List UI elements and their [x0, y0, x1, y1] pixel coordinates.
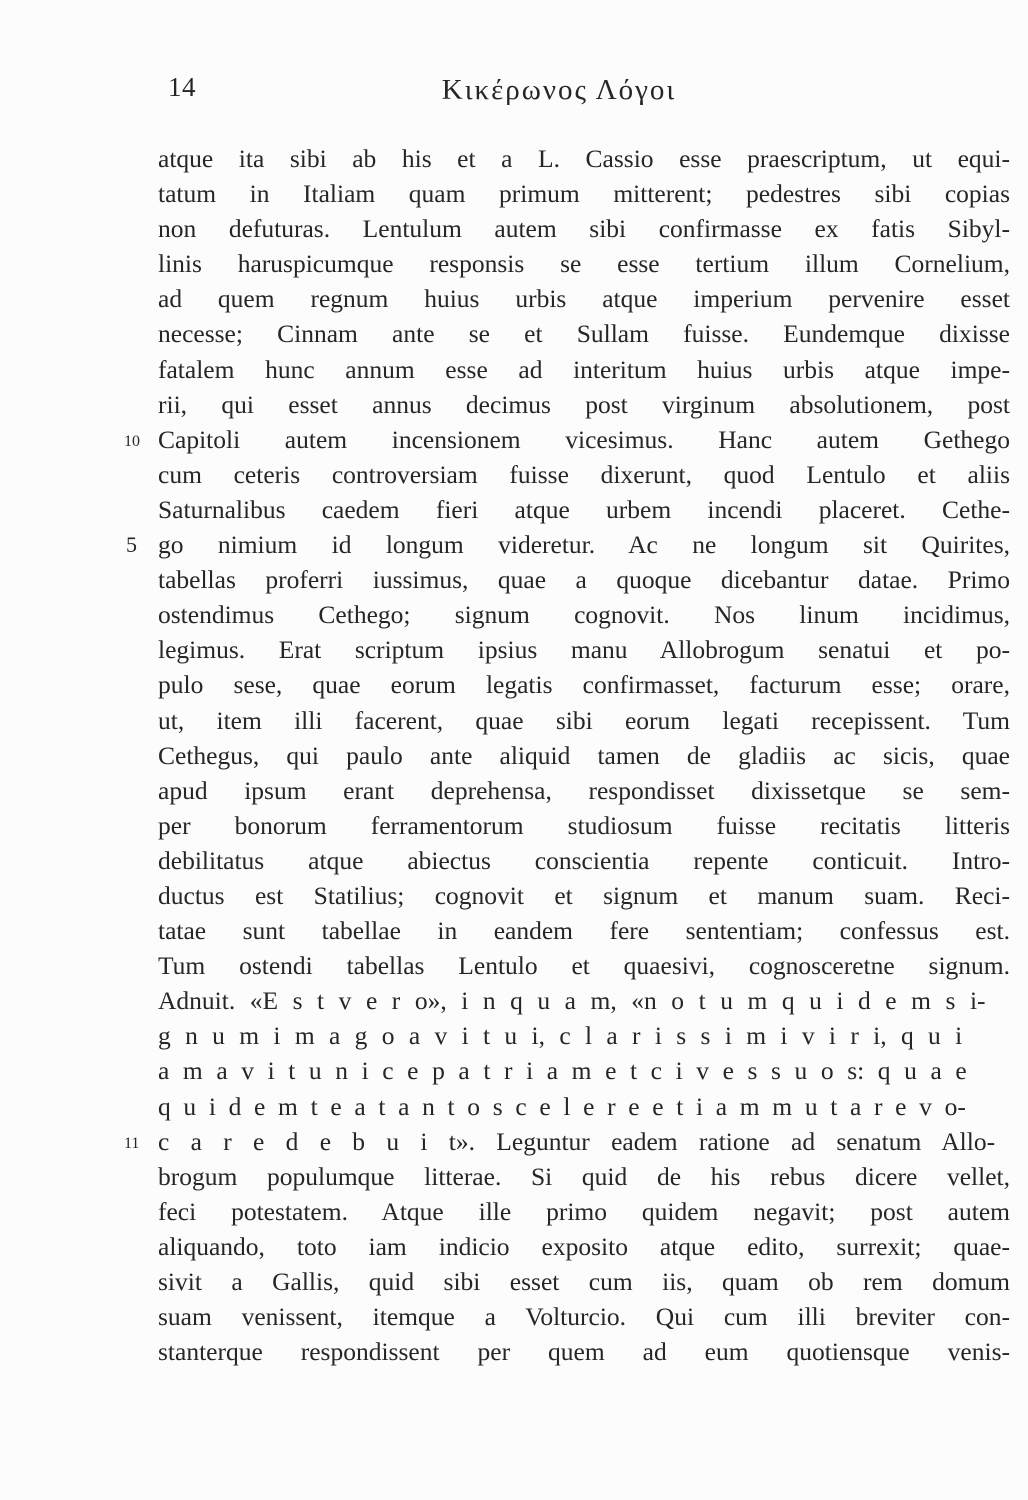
text-line	[124, 1124, 1010, 1159]
text-line	[158, 1053, 1010, 1088]
line-text: brogum populumque litterae. Si quid de his rebus dicere vellet,	[158, 1161, 1010, 1191]
line-text: ut, item illi facerent, quae sibi eorum legati recepissent. Tum	[158, 705, 1010, 735]
line-text: suam venissent, itemque a Volturcio. Qui cum illi breviter con-	[158, 1302, 1010, 1332]
text-line	[158, 948, 1010, 983]
text-line	[158, 562, 1010, 597]
text-line	[158, 1159, 1010, 1194]
text-line	[158, 1194, 1010, 1229]
body-text	[124, 141, 1010, 1369]
text-line	[158, 632, 1010, 667]
line-text: Saturnalibus caedem fieri atque urbem incendi placeret. Cethe-	[158, 494, 1010, 524]
line-text: a m a v i t u n i c e p a t r i a m e t c i v e s s u o s: q u a e	[158, 1056, 967, 1086]
line-text: Adnuit. «E s t v e r o», i n q u a m, «n o t u m q u i d e m s i-	[158, 986, 986, 1016]
text-line	[158, 738, 1010, 773]
line-text: c a r e d e b u i t». Leguntur eadem ratione ad senatum Allo-	[158, 1126, 996, 1156]
line-text: ostendimus Cethego; signum cognovit. Nos linum incidimus,	[158, 600, 1010, 630]
text-line	[158, 492, 1010, 527]
margin-line-number: 11	[124, 1134, 140, 1152]
margin-line-number: 10	[124, 432, 140, 450]
text-line	[124, 422, 1010, 457]
text-line	[158, 878, 1010, 913]
text-line	[158, 176, 1010, 211]
text-line	[158, 843, 1010, 878]
line-text: sivit a Gallis, quid sibi esset cum iis, quam ob rem domum	[158, 1267, 1010, 1296]
margin-line-number: 5	[126, 532, 137, 558]
text-line	[158, 808, 1010, 843]
line-text: non defuturas. Lentulum autem sibi confirmasse ex fatis Sibyl-	[158, 214, 1010, 244]
line-text: fatalem hunc annum esse ad interitum huius urbis atque impe-	[158, 354, 1010, 384]
text-line	[158, 983, 1010, 1018]
line-text: q u i d e m t e a t a n t o s c e l e r e e t i a m m u t a r e v o-	[158, 1091, 966, 1121]
line-text: tatum in Italiam quam primum mitterent; pedestres sibi copias	[158, 179, 1010, 209]
text-line	[158, 281, 1010, 316]
line-text: pulo sese, quae eorum legatis confirmasset, facturum esse; orare,	[158, 670, 1010, 700]
line-text: debilitatus atque abiectus conscientia repente conticuit. Intro-	[158, 845, 1010, 875]
text-line	[158, 597, 1010, 632]
page-number: 14	[168, 72, 196, 102]
line-text: rii, qui esset annus decimus post virginum absolutionem, post	[158, 389, 1010, 419]
text-line	[158, 316, 1010, 351]
text-line	[158, 1334, 1010, 1369]
line-text: feci potestatem. Atque ille primo quidem negavit; post autem	[158, 1196, 1010, 1226]
line-text: cum ceteris controversiam fuisse dixerunt, quod Lentulo et aliis	[158, 459, 1010, 489]
text-line	[158, 352, 1010, 387]
line-text: ductus est Statilius; cognovit et signum et manum suam. Reci-	[158, 880, 1010, 910]
line-text: necesse; Cinnam ante se et Sullam fuisse. Eundemque dixisse	[158, 319, 1010, 349]
line-text: linis haruspicumque responsis se esse tertium illum Cornelium,	[158, 249, 1010, 279]
line-text: Capitoli autem incensionem vicesimus. Hanc autem Gethego	[158, 424, 1010, 454]
line-text: aliquando, toto iam indicio exposito atque edito, surrexit; quae-	[158, 1231, 1010, 1261]
text-line	[158, 211, 1010, 246]
text-line	[158, 1299, 1010, 1334]
text-line	[158, 1018, 1010, 1053]
text-line	[158, 1229, 1010, 1264]
text-line	[158, 773, 1010, 808]
line-text: Cethegus, qui paulo ante aliquid tamen de gladiis ac sicis, quae	[158, 740, 1010, 770]
line-text: ad quem regnum huius urbis atque imperium pervenire esset	[158, 284, 1010, 314]
line-text: legimus. Erat scriptum ipsius manu Allobrogum senatui et po-	[158, 635, 1010, 665]
line-text: apud ipsum erant deprehensa, respondisset dixissetque se sem-	[158, 775, 1010, 805]
text-line	[158, 141, 1010, 176]
line-text: per bonorum ferramentorum studiosum fuisse recitatis litteris	[158, 810, 1010, 840]
line-text: atque ita sibi ab his et a L. Cassio esse praescriptum, ut equi-	[158, 144, 1010, 173]
text-line	[158, 457, 1010, 492]
line-text: Tum ostendi tabellas Lentulo et quaesivi, cognosceretne signum.	[158, 951, 1010, 981]
text-line	[158, 387, 1010, 422]
line-text: g n u m i m a g o a v i t u i, c l a r i s s i m i v i r i, q u i	[158, 1021, 963, 1051]
line-text: go nimium id longum videretur. Ac ne longum sit Quirites,	[158, 530, 1010, 560]
running-head: Κικέρωνος Λόγοι	[441, 74, 677, 106]
text-line	[158, 913, 1010, 948]
text-line	[158, 1089, 1010, 1124]
text-line	[158, 1264, 1010, 1299]
text-line	[126, 527, 1010, 562]
text-line	[158, 703, 1010, 738]
line-text: tatae sunt tabellae in eandem fere sententiam; confessus est.	[158, 916, 1010, 946]
text-line	[158, 667, 1010, 702]
line-text: stanterque respondissent per quem ad eum quotiensque venis-	[158, 1337, 1010, 1367]
text-line	[158, 246, 1010, 281]
line-text: tabellas proferri iussimus, quae a quoque dicebantur datae. Primo	[158, 565, 1010, 595]
